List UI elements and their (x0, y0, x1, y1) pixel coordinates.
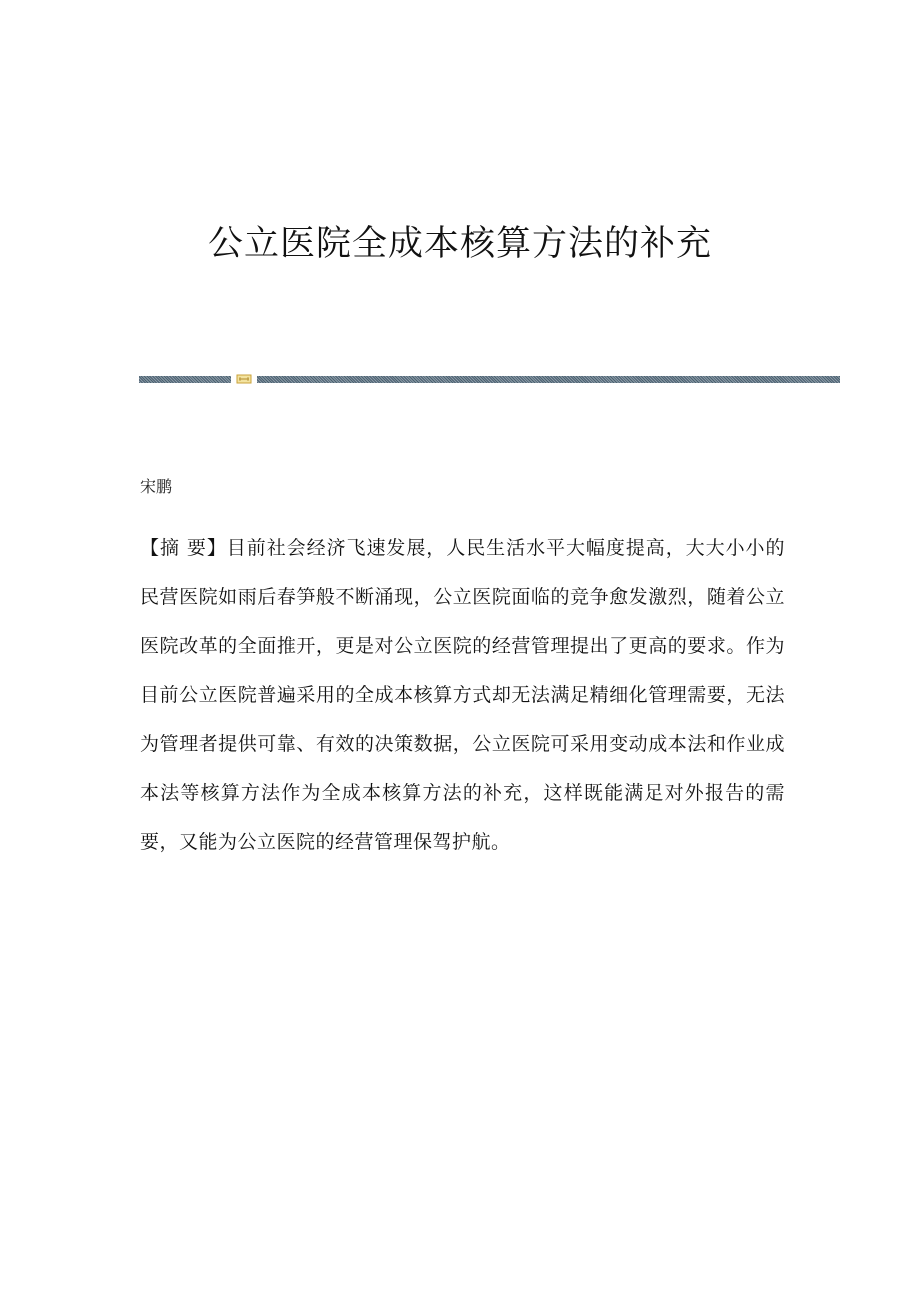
divider-bar-right (257, 376, 840, 383)
author-name: 宋鹏 (140, 477, 173, 496)
abstract-text: 目前社会经济飞速发展，人民生活水平大幅度提高，大大小小的民营医院如雨后春笋般不断涌现，公立医院面临的竞争愈发激烈，随着公立医院改革的全面推开，更是对公立医院的经营管理提出了更高的要求。作为目前公立医院普遍采用的全成本核算方式却无法满足精细化管理需要，无法为管理者提供可靠、有效的决策数据，公立医院可采用变动成本法和作业成本法等核算方法作为全成本核算方法的补充，这样既能满足对外报告的需要，又能为公立医院的经营管理保驾护航。 (140, 537, 785, 853)
abstract-label: 【摘 要】 (140, 537, 227, 559)
abstract-paragraph (140, 524, 785, 867)
ornament-icon (236, 373, 252, 385)
title-divider (139, 373, 840, 385)
divider-bar-left (139, 376, 231, 383)
document-title: 公立医院全成本核算方法的补充 (207, 224, 712, 264)
